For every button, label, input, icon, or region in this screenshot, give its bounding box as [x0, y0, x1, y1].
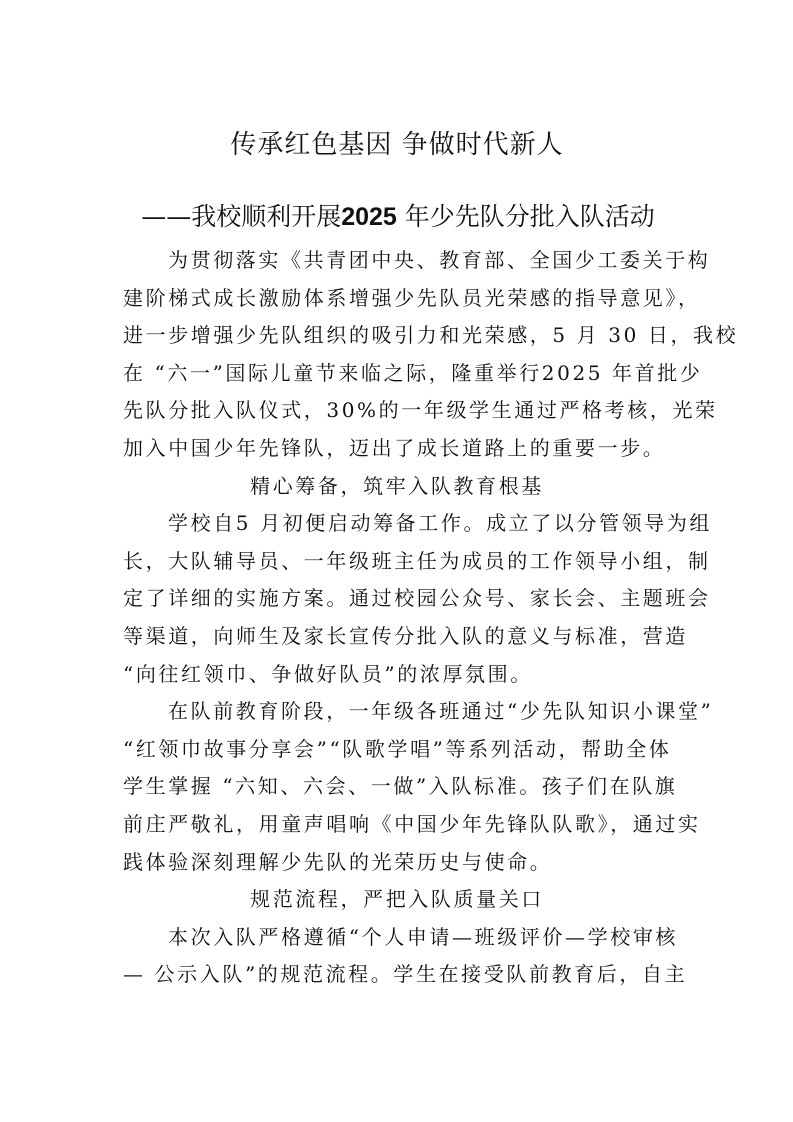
paragraph-pre-education [123, 693, 714, 881]
document-subtitle [115, 199, 681, 235]
text-line: — 公示入队”的规范流程。学生在接受队前教育后，自主 [123, 962, 688, 987]
text-line: 进一步增强少先队组织的吸引力和光荣感，5 月 30 日，我校 [123, 323, 739, 348]
text-line: 建阶梯式成长激励体系增强少先队员光荣感的指导意见》， [123, 285, 701, 310]
document-title: 传承红色基因 争做时代新人 [230, 130, 564, 160]
section-heading-preparation: 精心筹备，筑牢入队教育根基 [250, 473, 544, 498]
text-line: 先队分批入队仪式，30%的一年级学生通过严格考核，光荣 [123, 398, 718, 423]
text-line: 学校自5 月初便启动筹备工作。成立了以分管领导为组 [168, 511, 713, 536]
subtitle-year: 2025 [341, 203, 397, 231]
text-line: 学生掌握 “六知、六会、一做”入队标准。孩子们在队旗 [123, 774, 678, 799]
text-line: 为贯彻落实《共青团中央、教育部、全国少工委关于构 [168, 248, 711, 272]
text-line: “红领巾故事分享会”“队歌学唱”等系列活动，帮助全体 [123, 736, 672, 761]
paragraph-intro [123, 242, 739, 468]
document-body [123, 242, 739, 994]
text-line: 长，大队辅导员、一年级班主任为成员的工作领导小组，制 [123, 548, 711, 573]
text-line: 前庄严敬礼，用童声唱响《中国少年先锋队队歌》，通过实 [123, 811, 701, 836]
section-heading-process: 规范流程，严把入队质量关口 [250, 887, 544, 912]
text-line: 在 “六一”国际儿童节来临之际，隆重举行2025 年首批少 [123, 360, 703, 385]
text-line: 等渠道，向师生及家长宣传分批入队的意义与标准，营造 [123, 623, 688, 648]
text-line: 加入中国少年先锋队，迈出了成长道路上的重要一步。 [123, 435, 666, 460]
subtitle-suffix: 年少先队分批入队活动 [404, 202, 655, 231]
paragraph-preparation [123, 505, 713, 693]
text-line: 在队前教育阶段，一年级各班通过“少先队知识小课堂” [168, 699, 714, 724]
paragraph-process [123, 919, 688, 994]
text-line: 定了详细的实施方案。通过校园公众号、家长会、主题班会 [123, 586, 711, 611]
text-line: 践体验深刻理解少先队的光荣历史与使命。 [123, 849, 553, 874]
text-line: “向往红领巾、争做好队员”的浓厚氛围。 [123, 661, 533, 686]
text-line: 本次入队严格遵循“个人申请—班级评价—学校审核 [168, 924, 679, 949]
subtitle-prefix: ——我校顺利开展 [141, 202, 342, 231]
